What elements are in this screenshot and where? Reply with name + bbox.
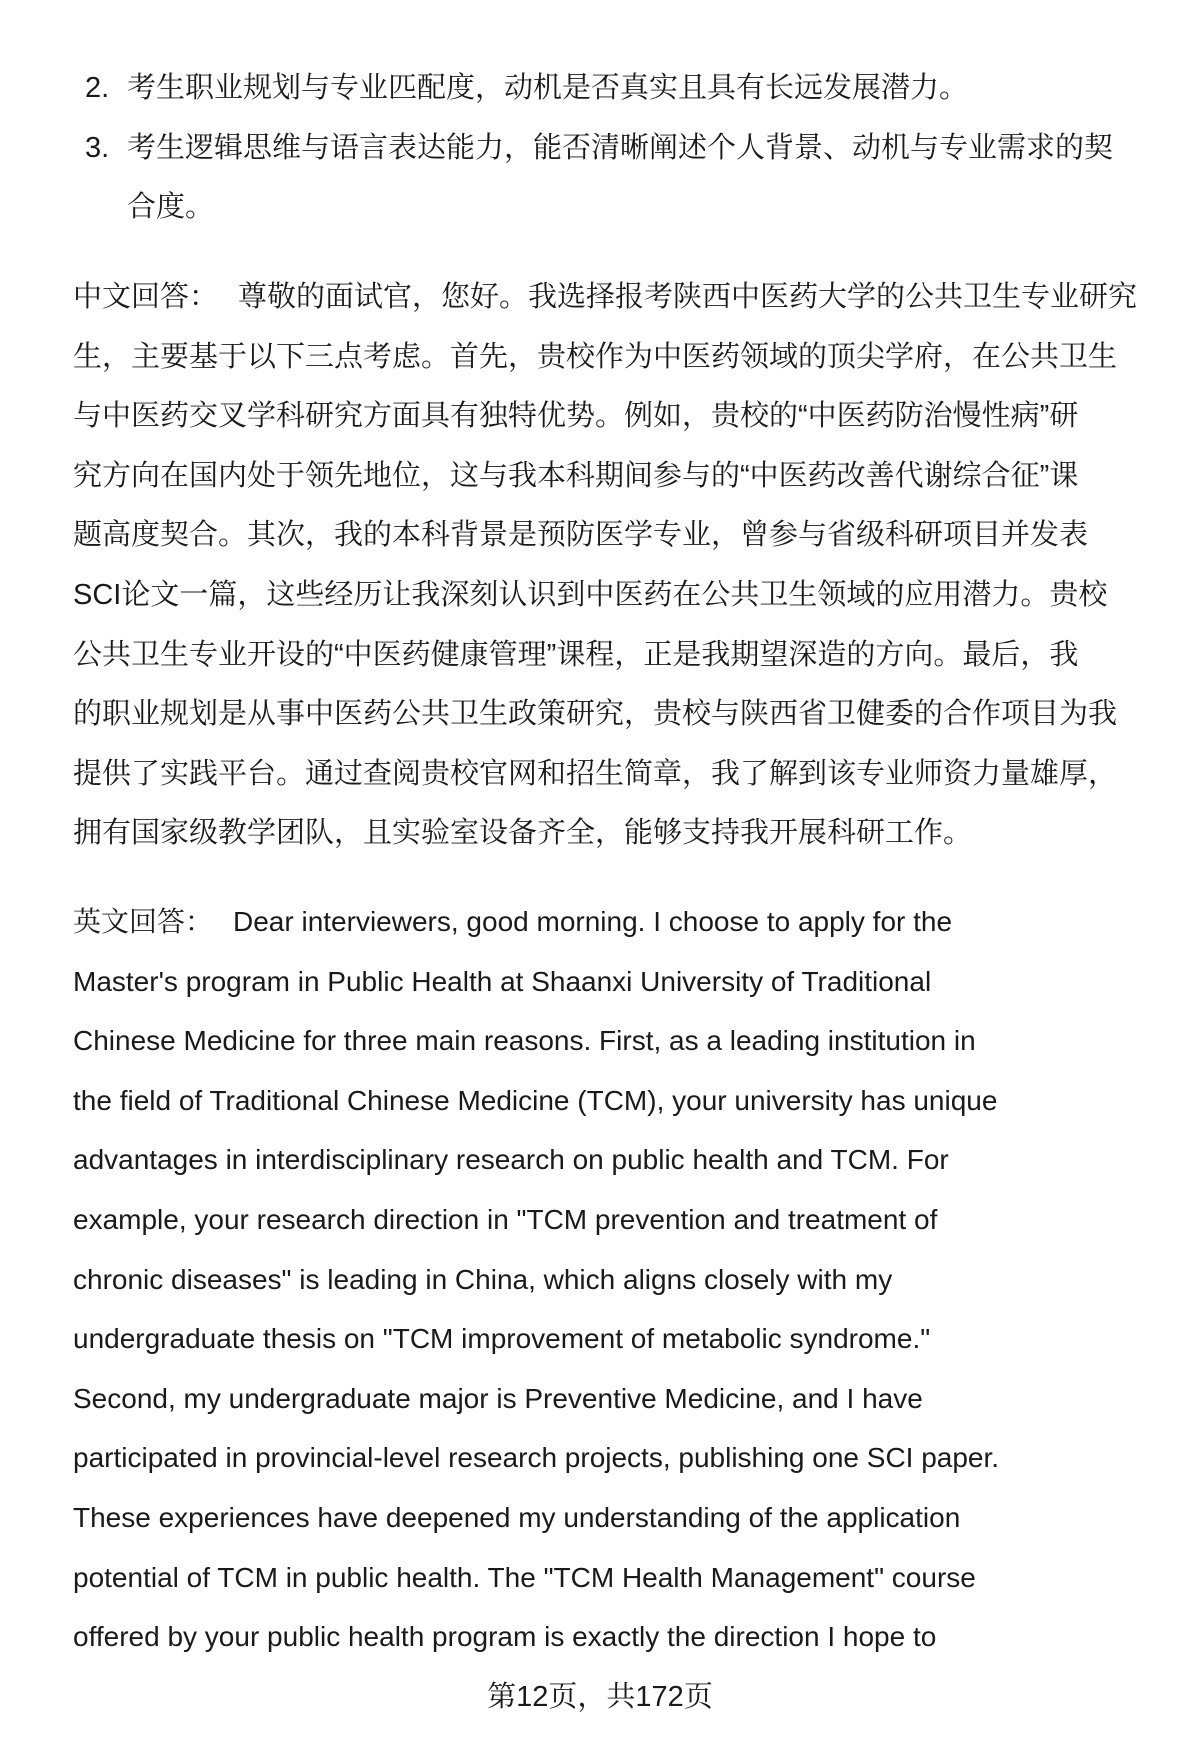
paragraph-line: the field of Traditional Chinese Medicine (TCM), your university has unique — [73, 1084, 998, 1116]
paragraph-line: 生，主要基于以下三点考虑。首先，贵校作为中医药领域的顶尖学府，在公共卫生 — [73, 340, 1118, 373]
paragraph-line: 题高度契合。其次，我的本科背景是预防医学专业，曾参与省级科研项目并发表 — [73, 519, 1089, 552]
list-item — [73, 59, 1163, 119]
paragraph-line: 公共卫生专业开设的“中医药健康管理”课程，正是我期望深造的方向。最后，我 — [73, 638, 1079, 671]
paragraph-line: example, your research direction in "TCM prevention and treatment of — [73, 1203, 938, 1235]
paragraph-line: participated in provincial-level research projects, publishing one SCI paper. — [73, 1442, 1000, 1474]
line-text: 尊敬的面试官，您好。我选择报考陕西中医药大学的公共卫生专业研究 — [238, 281, 1138, 313]
english-answer — [73, 892, 1163, 1667]
answer-label: 中文回答： — [73, 281, 219, 313]
chinese-answer — [73, 268, 1163, 864]
criteria-list — [73, 59, 1163, 238]
list-line: 考生职业规划与专业匹配度，动机是否真实且具有长远发展潜力。 — [127, 72, 969, 104]
page-number: 第12页，共172页 — [487, 1681, 713, 1713]
answer-label: 英文回答： — [73, 906, 214, 937]
paragraph-line: SCI论文一篇，这些经历让我深刻认识到中医药在公共卫生领域的应用潜力。贵校 — [73, 578, 1108, 611]
list-number: 2. — [85, 72, 110, 104]
paragraph-line: 的职业规划是从事中医药公共卫生政策研究，贵校与陕西省卫健委的合作项目为我 — [73, 698, 1118, 731]
paragraph-line: 究方向在国内处于领先地位，这与我本科期间参与的“中医药改善代谢综合征”课 — [73, 459, 1079, 492]
paragraph-line: Second, my undergraduate major is Preventive Medicine, and I have — [73, 1382, 923, 1414]
paragraph-line: Master's program in Public Health at Shaanxi University of Traditional — [73, 965, 932, 997]
paragraph-line: 提供了实践平台。通过查阅贵校官网和招生简章，我了解到该专业师资力量雄厚， — [73, 757, 1118, 790]
paragraph-line — [73, 268, 1163, 328]
list-line: 合度。 — [127, 191, 215, 224]
line-text: Dear interviewers, good morning. I choose to apply for the — [233, 906, 953, 937]
paragraph-line: 拥有国家级教学团队，且实验室设备齐全，能够支持我开展科研工作。 — [73, 817, 973, 850]
paragraph-line: Chinese Medicine for three main reasons. First, as a leading institution in — [73, 1025, 976, 1057]
paragraph-line: undergraduate thesis on "TCM improvement of metabolic syndrome." — [73, 1323, 931, 1355]
list-line: 考生逻辑思维与语言表达能力，能否清晰阐述个人背景、动机与专业需求的契 — [127, 131, 1114, 164]
paragraph-line: offered by your public health program is exactly the direction I hope to — [73, 1621, 937, 1653]
list-item — [73, 119, 1163, 238]
paragraph-line — [73, 892, 1163, 952]
paragraph-line: These experiences have deepened my understanding of the application — [73, 1501, 961, 1533]
paragraph-line: 与中医药交叉学科研究方面具有独特优势。例如，贵校的“中医药防治慢性病”研 — [73, 400, 1079, 433]
list-number: 3. — [85, 131, 110, 164]
paragraph-line: advantages in interdisciplinary research on public health and TCM. For — [73, 1144, 949, 1176]
paragraph-line: potential of TCM in public health. The "TCM Health Management" course — [73, 1561, 976, 1593]
paragraph-line: chronic diseases" is leading in China, which aligns closely with my — [73, 1263, 893, 1295]
